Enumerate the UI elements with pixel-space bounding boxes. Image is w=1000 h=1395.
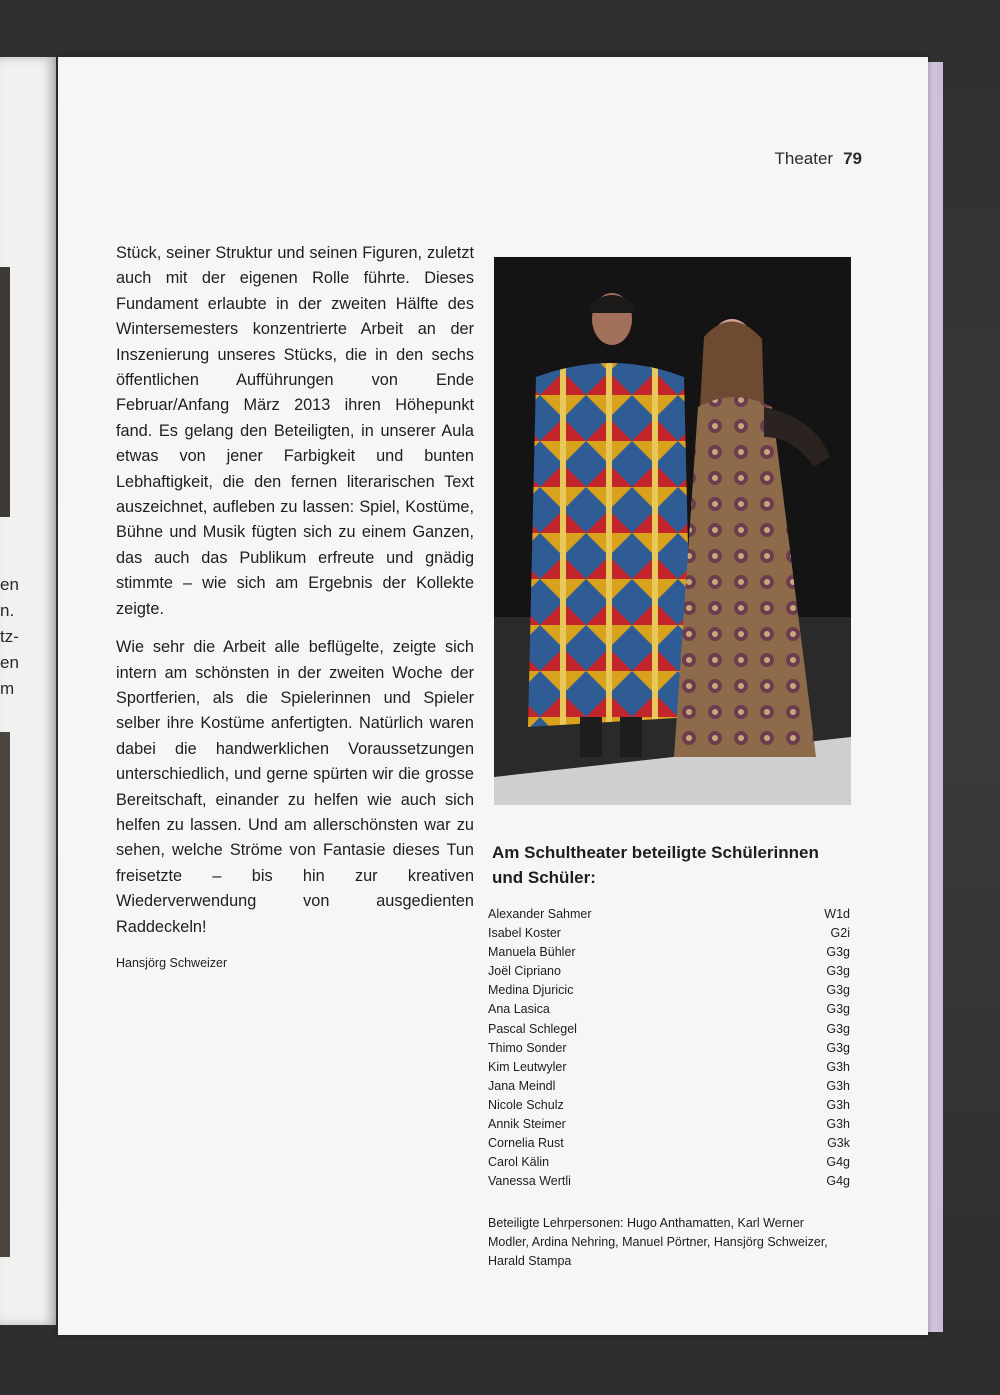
list-item bbox=[488, 1077, 850, 1096]
article-paragraph: Stück, seiner Struktur und seinen Figuren, zuletzt auch mit der eigenen Rolle führte. Dieses Fundament erlaubte in der zweiten Hälfte des Wintersemesters konzentrierte Arbeit an der Inszenierung unseres Stücks, die in den sechs öffentlichen Aufführungen von Ende Februar/Anfang März 2013 ihren Höhepunkt fand. Es gelang den Beteiligten, in unserer Aula etwas von jener Farbigkeit und bunten Lebhaftigkeit, die den fernen literarischen Text auszeichnet, aufleben zu lassen: Spiel, Kostüme, Bühne und Musik fügten sich zu einem Ganzen, das auch das Publikum erfreute und gnädig stimmte – wie sich am Ergebnis der Kollekte zeigte. bbox=[116, 244, 474, 618]
page-header bbox=[774, 149, 862, 169]
student-class: G3g bbox=[826, 983, 850, 998]
left-page-text-fragment: en bbox=[0, 575, 19, 594]
list-item bbox=[488, 1039, 850, 1058]
student-class: G3g bbox=[826, 1040, 850, 1055]
student-class: G3h bbox=[826, 1117, 850, 1132]
teacher-credits: Beteiligte Lehrpersonen: Hugo Anthamatten, Karl Werner Modler, Ardina Nehring, Manuel Pörtner, Hansjörg Schweizer, Harald Stampa bbox=[488, 1216, 828, 1268]
list-item bbox=[488, 943, 850, 962]
list-item bbox=[488, 1020, 850, 1039]
student-class: G3h bbox=[826, 1078, 850, 1093]
theater-photo-icon bbox=[494, 257, 851, 805]
list-item bbox=[488, 1115, 850, 1134]
section-title: Theater bbox=[774, 149, 834, 168]
theater-photo bbox=[494, 257, 851, 805]
list-item bbox=[488, 924, 850, 943]
student-name: Joël Cipriano bbox=[488, 964, 561, 979]
roster-heading: Am Schultheater beteiligte Schülerinnen und Schüler: bbox=[492, 843, 819, 887]
student-class: G3h bbox=[826, 1097, 850, 1112]
student-name: Ana Lasica bbox=[488, 1002, 550, 1017]
student-class: G2i bbox=[830, 926, 850, 941]
article-body bbox=[116, 241, 474, 976]
student-class: G4g bbox=[826, 1174, 850, 1189]
student-name: Pascal Schlegel bbox=[488, 1021, 577, 1036]
student-name: Kim Leutwyler bbox=[488, 1059, 567, 1074]
left-page-text-fragment: en bbox=[0, 653, 19, 672]
student-name: Thimo Sonder bbox=[488, 1040, 567, 1055]
left-page-text-fragment: n. bbox=[0, 601, 15, 620]
list-item bbox=[488, 1058, 850, 1077]
student-name: Nicole Schulz bbox=[488, 1097, 564, 1112]
list-item bbox=[488, 1153, 850, 1172]
left-page-photo bbox=[0, 732, 10, 1257]
student-class: G3g bbox=[826, 1002, 850, 1017]
student-name: Carol Kälin bbox=[488, 1155, 550, 1170]
student-name: Jana Meindl bbox=[488, 1078, 556, 1093]
article-author: Hansjörg Schweizer bbox=[116, 955, 228, 970]
student-class: G3g bbox=[826, 1021, 850, 1036]
student-class: G3g bbox=[826, 964, 850, 979]
list-item bbox=[488, 1134, 850, 1153]
left-page-photo bbox=[0, 267, 10, 517]
student-class: G3h bbox=[826, 1059, 850, 1074]
list-item bbox=[488, 1096, 850, 1115]
student-roster bbox=[488, 905, 850, 1191]
page-number: 79 bbox=[843, 149, 862, 168]
student-class: G3k bbox=[827, 1136, 850, 1151]
list-item bbox=[488, 905, 850, 924]
student-name: Manuela Bühler bbox=[488, 945, 576, 960]
list-item bbox=[488, 1172, 850, 1191]
list-item bbox=[488, 962, 850, 981]
left-page-text-fragment: m bbox=[0, 679, 15, 698]
magazine-page bbox=[58, 57, 928, 1335]
student-name: Alexander Sahmer bbox=[488, 907, 592, 921]
student-name: Cornelia Rust bbox=[488, 1136, 564, 1151]
student-class: G3g bbox=[826, 945, 850, 960]
student-name: Medina Djuricic bbox=[488, 983, 574, 998]
article-paragraph: Wie sehr die Arbeit alle beflügelte, zeigte sich intern am schönsten in der zweiten Woche der Sportferien, als die Spielerinnen und Spieler selber ihre Kostüme anfertigten. Natürlich waren dabei die handwerklichen Voraussetzungen unterschiedlich, und gerne spürten wir die grosse Bereitschaft, einander zu helfen wie auch sich helfen zu lassen. Und am allerschönsten war zu sehen, welche Ströme von Fantasie dieses Tun freisetzte – bis hin zur kreativen Wiederverwendung von ausgedienten Raddeckeln! bbox=[116, 638, 474, 936]
left-page-text-fragment: tz- bbox=[0, 627, 19, 646]
student-name: Vanessa Wertli bbox=[488, 1174, 571, 1189]
student-name: Isabel Koster bbox=[488, 926, 561, 941]
student-class: G4g bbox=[826, 1155, 850, 1170]
student-name: Annik Steimer bbox=[488, 1117, 566, 1132]
student-class: W1d bbox=[824, 907, 850, 921]
list-item bbox=[488, 1000, 850, 1019]
left-page bbox=[0, 57, 56, 1325]
list-item bbox=[488, 981, 850, 1000]
